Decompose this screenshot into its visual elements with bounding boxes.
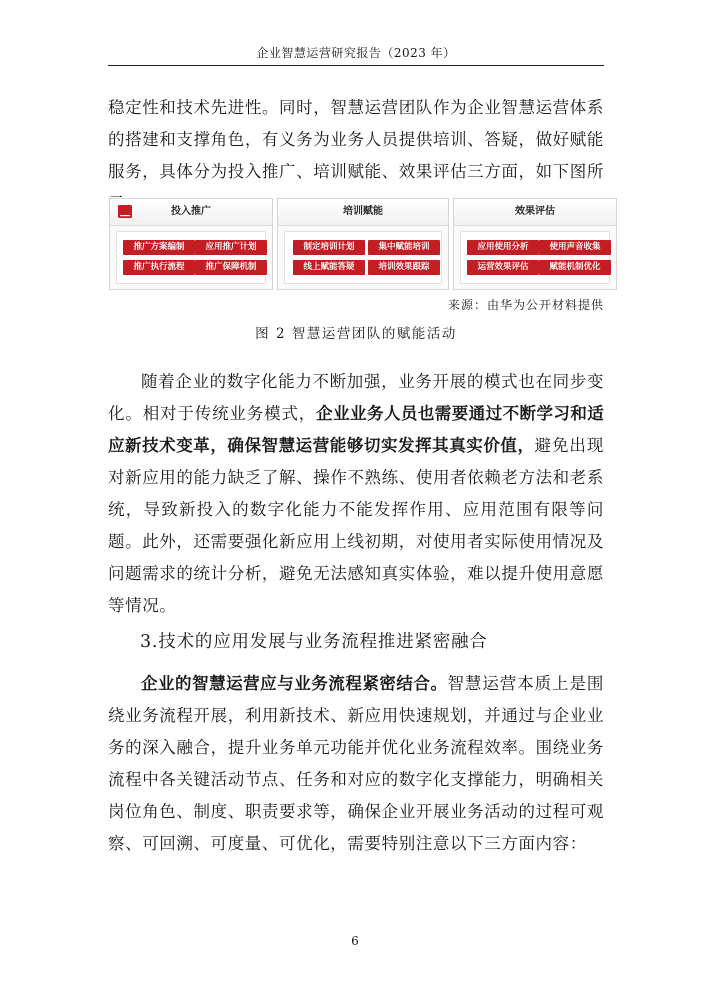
paragraph-text: 避免出现对新应用的能力缺乏了解、操作不熟练、使用者依赖老方法和老系统，导致新投入的数字化能力不能发挥作用、应用范围有限等问题。此外，还需要强化新应用上线初期，对使用者实际使用情况及问题需求的统计分析，避免无法感知真实体验，难以提升使用意愿等情况。 [108,436,604,615]
chip-label: 推广保障机制 [195,260,267,275]
chip-label: 运营效果评估 [467,260,539,275]
intro-paragraph: 稳定性和技术先进性。同时，智慧运营团队作为企业智慧运营体系的搭建和支撑角色，有义务为业务人员提供培训、答疑，做好赋能服务，具体分为投入推广、培训赋能、效果评估三方面，如下图所 [108,98,604,181]
chip-label: 使用声音收集 [539,240,611,255]
body-paragraph-3 [108,668,604,860]
body-paragraph-2 [108,366,604,622]
section-heading: 3.技术的应用发展与业务流程推进紧密融合 [140,632,488,652]
chip-label: 推广执行流程 [123,260,195,275]
panel-header [278,199,448,226]
panel-body [460,231,610,284]
bold-emphasis: 企业的智慧运营应与业务流程紧密结合。 [141,674,448,693]
panel-title: 投入推广 [171,206,211,217]
book-icon [118,205,132,218]
enablement-figure [109,198,617,290]
chip-label: 制定培训计划 [293,240,365,255]
panel-body [284,231,442,284]
chip-label: 线上赋能答疑 [293,260,365,275]
panel-body [116,231,266,284]
panel-evaluation [453,198,617,290]
bold-emphasis: 企业业务人员也需要通过不断学习和适应新技术变革，确保智慧运营能够切实发挥其真实价值， [108,404,604,455]
chip-label: 培训效果跟踪 [368,260,440,275]
panel-title: 培训赋能 [343,206,383,217]
panel-header [110,199,272,226]
panel-header [454,199,616,226]
chip-label: 应用推广计划 [195,240,267,255]
figure-source: 来源：由华为公开材料提供 [447,298,604,312]
panel-title: 效果评估 [515,206,555,217]
chip-label: 集中赋能培训 [368,240,440,255]
panel-training [277,198,449,290]
figure-caption: 图 2 智慧运营团队的赋能活动 [255,326,457,342]
paragraph-text: 随着企业的数字化能力不断加强，业务开展的模式也在同步变化。相对于传统业务模式， [108,372,604,423]
running-header: 企业智慧运营研究报告（2023 年） [256,46,456,60]
paragraph-text: 智慧运营本质上是围绕业务流程开展，利用新技术、新应用快速规划，并通过与企业业务的深入融合，提升业务单元功能并优化业务流程效率。围绕业务流程中各关键活动节点、任务和对应的数字化支撑能力，明确相关岗位角色、制度、职责要求等，确保企业开展业务活动的过程可观察、可回溯、可度量、可优化，需要特别注意以下三方面内容： [108,674,604,853]
chip-label: 应用使用分析 [467,240,539,255]
page-number: 6 [351,934,359,948]
chip-label: 赋能机制优化 [539,260,611,275]
header-rule [108,65,604,66]
panel-promotion [109,198,273,290]
chip-label: 推广方案编制 [123,240,195,255]
